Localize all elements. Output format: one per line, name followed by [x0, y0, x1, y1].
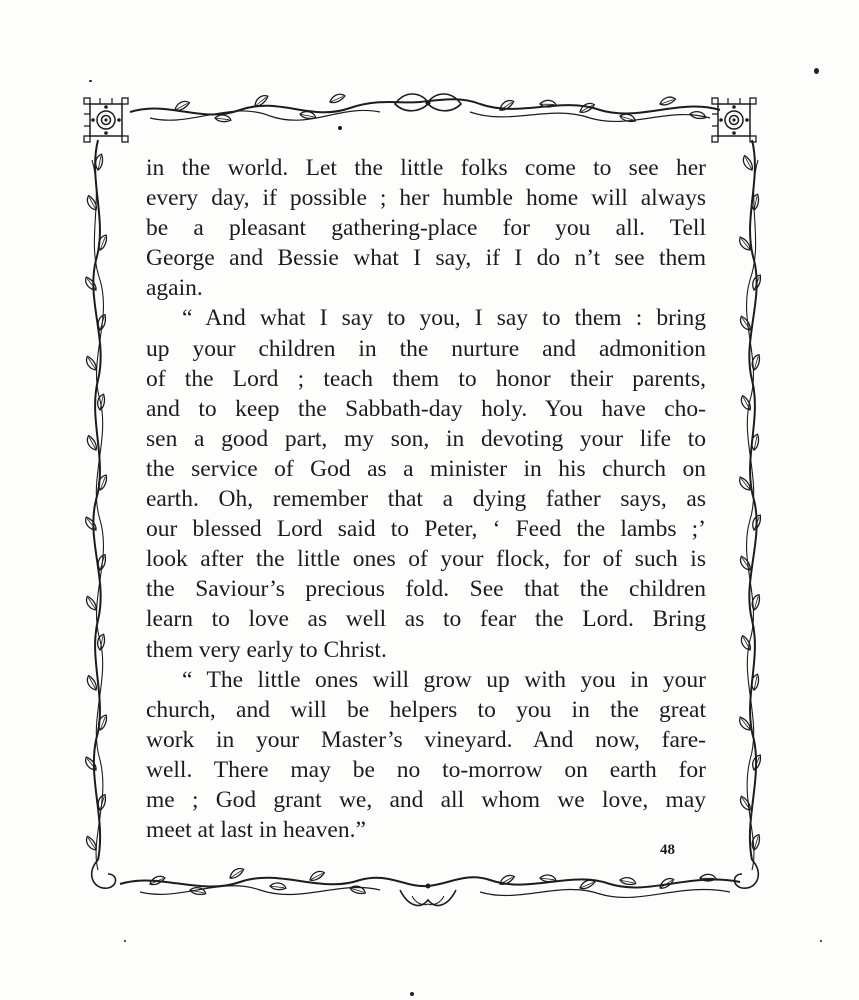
text-line: earth. Oh, remember that a dying father says, as [146, 486, 706, 513]
text-line: them very early to Christ. [146, 636, 387, 663]
text-line: well. There may be no to-morrow on earth for [146, 756, 706, 783]
page-number: 48 [660, 842, 675, 858]
text-line: the service of God as a minister in his church on [146, 455, 706, 482]
ink-speck [820, 940, 822, 942]
text-line: our blessed Lord said to Peter, ‘ Feed the lambs ;’ [146, 516, 706, 543]
text-line: be a pleasant gathering-place for you all. Tell [146, 215, 706, 242]
text-line: me ; God grant we, and all whom we love, may [146, 786, 706, 813]
text-line: in the world. Let the little folks come to see her [146, 155, 706, 181]
ink-speck [124, 940, 126, 942]
text-line: every day, if possible ; her humble home will always [146, 185, 706, 212]
text-line: the Saviour’s precious fold. See that the children [146, 576, 706, 603]
text-line: learn to love as well as to fear the Lord. Bring [146, 606, 706, 633]
text-line: George and Bessie what I say, if I do n’t see them [146, 245, 706, 272]
text-line: meet at last in heaven.” [146, 817, 366, 844]
text-line: and to keep the Sabbath-day holy. You have cho- [146, 395, 706, 422]
ink-speck [814, 68, 819, 74]
body-text [146, 153, 706, 845]
text-line: “ The little ones will grow up with you in your [182, 666, 706, 693]
text-line: again. [146, 275, 203, 302]
text-line: work in your Master’s vineyard. And now, fare- [146, 726, 706, 753]
text-line: sen a good part, my son, in devoting your life to [146, 425, 706, 452]
text-line: look after the little ones of your flock, for of such is [146, 546, 706, 573]
text-line: church, and will be helpers to you in the great [146, 696, 706, 723]
text-line: up your children in the nurture and admonition [146, 335, 706, 362]
text-line: “ And what I say to you, I say to them : bring [182, 305, 706, 332]
ink-speck [89, 80, 92, 82]
text-line: of the Lord ; teach them to honor their parents, [146, 365, 706, 392]
ink-speck [410, 992, 414, 996]
